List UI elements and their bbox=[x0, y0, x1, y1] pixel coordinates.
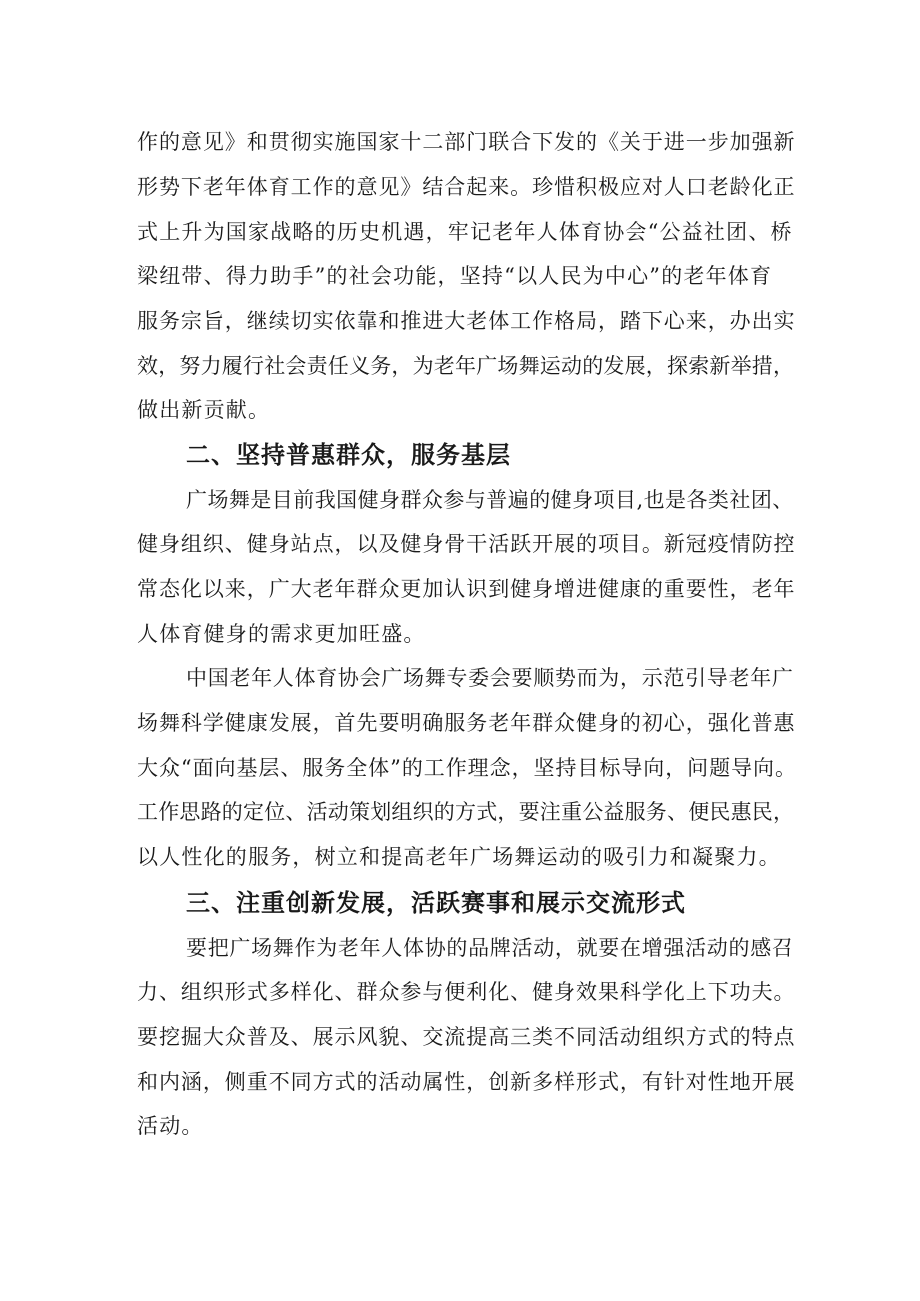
body-line: 场舞科学健康发展，首先要明确服务老年群众健身的初心，强化普惠 bbox=[137, 711, 796, 735]
section-heading-3: 三、注重创新发展，活跃赛事和展示交流形式 bbox=[186, 889, 686, 917]
body-line: 梁纽带、得力助手”的社会功能，坚持“以人民为中心”的老年体育 bbox=[137, 264, 773, 288]
body-line: 常态化以来，广大老年群众更加认识到健身增进健康的重要性，老年 bbox=[137, 577, 796, 601]
body-line: 健身组织、健身站点，以及健身骨干活跃开展的项目。新冠疫情防控 bbox=[137, 532, 796, 556]
body-line: 力、组织形式多样化、群众参与便利化、健身效果科学化上下功夫。 bbox=[137, 980, 796, 1004]
body-line: 要把广场舞作为老年人体协的品牌活动，就要在增强活动的感召 bbox=[186, 936, 794, 960]
body-line: 人体育健身的需求更加旺盛。 bbox=[137, 622, 426, 646]
body-line: 广场舞是目前我国健身群众参与普遍的健身项目,也是各类社团、 bbox=[186, 488, 794, 512]
body-line: 和内涵，侧重不同方式的活动属性，创新多样形式，有针对性地开展 bbox=[137, 1070, 796, 1094]
body-line: 形势下老年体育工作的意见》结合起来。珍惜积极应对人口老龄化正 bbox=[137, 175, 796, 199]
body-line: 大众“面向基层、服务全体”的工作理念，坚持目标导向，问题导向。 bbox=[137, 756, 797, 780]
body-line: 中国老年人体育协会广场舞专委会要顺势而为，示范引导老年广 bbox=[186, 666, 794, 690]
body-line: 以人性化的服务，树立和提高老年广场舞运动的吸引力和凝聚力。 bbox=[137, 845, 781, 869]
section-heading-2: 二、坚持普惠群众，服务基层 bbox=[186, 441, 511, 469]
body-line: 活动。 bbox=[137, 1114, 204, 1138]
body-line: 作的意见》和贯彻实施国家十二部门联合下发的《关于进一步加强新 bbox=[137, 130, 796, 154]
body-line: 要挖掘大众普及、展示风貌、交流提高三类不同活动组织方式的特点 bbox=[137, 1025, 796, 1049]
body-line: 做出新贡献。 bbox=[137, 398, 271, 422]
body-line: 效，努力履行社会责任义务，为老年广场舞运动的发展，探索新举措， bbox=[137, 354, 795, 378]
body-line: 服务宗旨，继续切实依靠和推进大老体工作格局，踏下心来，办出实 bbox=[137, 309, 796, 333]
body-line: 工作思路的定位、活动策划组织的方式，要注重公益服务、便民惠民， bbox=[137, 800, 795, 824]
body-line: 式上升为国家战略的历史机遇，牢记老年人体育协会“公益社团、桥 bbox=[137, 220, 793, 244]
